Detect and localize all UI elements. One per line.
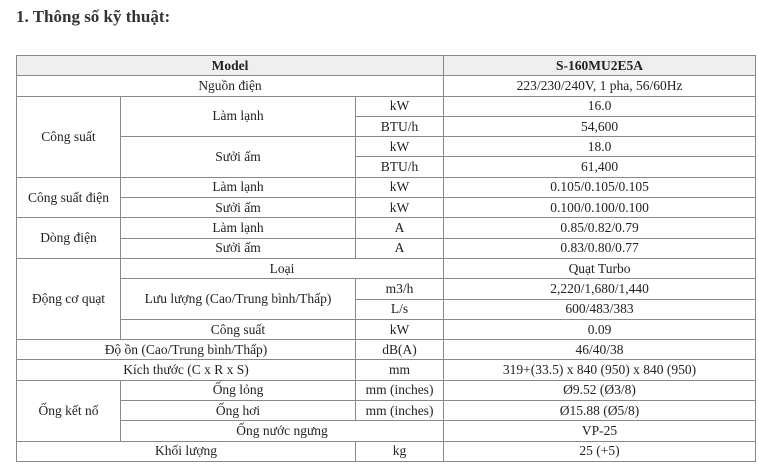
table-row-model: [17, 56, 756, 76]
unit-cell: BTU/h: [356, 157, 444, 177]
fan-motor-label: Động cơ quạt: [17, 258, 121, 339]
current-heating-label: Sưởi ấm: [121, 238, 356, 258]
fan-type-label: Loại: [121, 258, 444, 278]
unit-cell: mm (inches): [356, 401, 444, 421]
value-cell: 25 (+5): [444, 441, 756, 461]
piping-liquid-label: Ống lỏng: [121, 380, 356, 400]
unit-cell: mm (inches): [356, 380, 444, 400]
power-input-label: Công suất điện: [17, 177, 121, 218]
value-cell: 2,220/1,680/1,440: [444, 279, 756, 299]
value-cell: 0.09: [444, 319, 756, 339]
unit-cell: m3/h: [356, 279, 444, 299]
table-row-power-source: [17, 76, 756, 96]
value-cell: 0.105/0.105/0.105: [444, 177, 756, 197]
table-row: [17, 441, 756, 461]
value-cell: VP-25: [444, 421, 756, 441]
section-heading: 1. Thông số kỹ thuật:: [16, 7, 171, 26]
table-row: [17, 380, 756, 400]
capacity-label: Công suất: [17, 96, 121, 177]
value-cell: 61,400: [444, 157, 756, 177]
power-input-cooling-label: Làm lạnh: [121, 177, 356, 197]
value-cell: Ø15.88 (Ø5/8): [444, 401, 756, 421]
current-label: Dòng điện: [17, 218, 121, 259]
unit-cell: kg: [356, 441, 444, 461]
unit-cell: L/s: [356, 299, 444, 319]
value-cell: 319+(33.5) x 840 (950) x 840 (950): [444, 360, 756, 380]
value-cell: 600/483/383: [444, 299, 756, 319]
unit-cell: BTU/h: [356, 116, 444, 136]
value-cell: 46/40/38: [444, 340, 756, 360]
unit-cell: A: [356, 238, 444, 258]
table-row: [17, 319, 756, 339]
piping-drain-label: Ống nước ngưng: [121, 421, 444, 441]
value-cell: Ø9.52 (Ø3/8): [444, 380, 756, 400]
capacity-cooling-label: Làm lạnh: [121, 96, 356, 137]
weight-label: Khối lượng: [17, 441, 356, 461]
table-row: [17, 401, 756, 421]
table-row: [17, 218, 756, 238]
value-cell: 0.85/0.82/0.79: [444, 218, 756, 238]
table-row: [17, 238, 756, 258]
current-cooling-label: Làm lạnh: [121, 218, 356, 238]
spec-table: [16, 55, 756, 462]
piping-label: Ống kết nố: [17, 380, 121, 441]
unit-cell: kW: [356, 177, 444, 197]
power-input-heating-label: Sưởi ấm: [121, 198, 356, 218]
table-row: [17, 177, 756, 197]
value-cell: 0.100/0.100/0.100: [444, 198, 756, 218]
fan-airflow-label: Lưu lượng (Cao/Trung bình/Thấp): [121, 279, 356, 320]
value-cell: 54,600: [444, 116, 756, 136]
unit-cell: kW: [356, 137, 444, 157]
power-source-label: Nguồn điện: [17, 76, 444, 96]
unit-cell: dB(A): [356, 340, 444, 360]
table-row: [17, 137, 756, 157]
unit-cell: kW: [356, 198, 444, 218]
fan-output-label: Công suất: [121, 319, 356, 339]
value-cell: Quạt Turbo: [444, 258, 756, 278]
unit-cell: kW: [356, 319, 444, 339]
unit-cell: kW: [356, 96, 444, 116]
model-value: S-160MU2E5A: [444, 56, 756, 76]
value-cell: 0.83/0.80/0.77: [444, 238, 756, 258]
table-row: [17, 279, 756, 299]
table-row: [17, 198, 756, 218]
model-label: Model: [17, 56, 444, 76]
piping-gas-label: Ống hơi: [121, 401, 356, 421]
table-row: [17, 96, 756, 116]
table-row: [17, 258, 756, 278]
table-row: [17, 421, 756, 441]
unit-cell: mm: [356, 360, 444, 380]
power-source-value: 223/230/240V, 1 pha, 56/60Hz: [444, 76, 756, 96]
capacity-heating-label: Sưởi ấm: [121, 137, 356, 178]
unit-cell: A: [356, 218, 444, 238]
value-cell: 18.0: [444, 137, 756, 157]
table-row: [17, 340, 756, 360]
dimensions-label: Kích thước (C x R x S): [17, 360, 356, 380]
value-cell: 16.0: [444, 96, 756, 116]
noise-label: Độ ồn (Cao/Trung bình/Thấp): [17, 340, 356, 360]
table-row: [17, 360, 756, 380]
